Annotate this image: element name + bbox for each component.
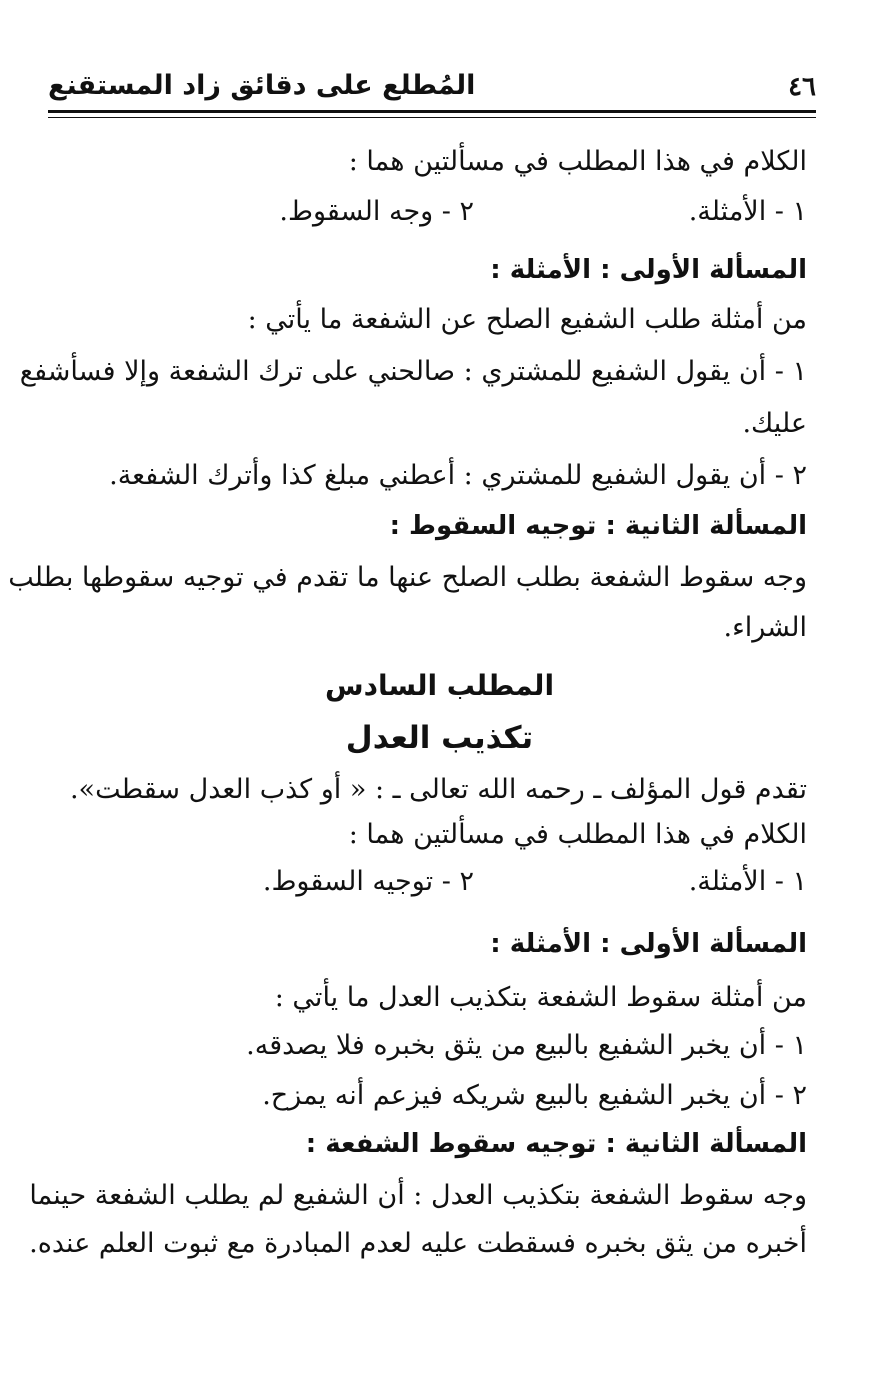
paragraph-line: ١ - أن يقول الشفيع للمشتري : صالحني على ترك الشفعة وإلا فسأشفع (19, 356, 807, 387)
paragraph-line: من أمثلة سقوط الشفعة بتكذيب العدل ما يأتي : (274, 982, 807, 1013)
list-item-reason: ٢ - وجه السقوط. (279, 196, 474, 227)
paragraph-line: من أمثلة طلب الشفيع الصلح عن الشفعة ما يأتي : (247, 304, 807, 335)
paragraph-line: عليك. (742, 408, 807, 439)
chapter-title: المطلب السادس (324, 669, 555, 702)
section-heading: المسألة الثانية : توجيه السقوط : (389, 511, 807, 541)
paragraph-line: ١ - أن يخبر الشفيع بالبيع من يثق بخبره فلا يصدقه. (246, 1030, 807, 1061)
page-number: ٤٦ (788, 72, 816, 102)
paragraph-line: ٢ - أن يخبر الشفيع بالبيع شريكه فيزعم أنه يمزح. (262, 1080, 807, 1111)
list-item-examples: ١ - الأمثلة. (688, 196, 807, 227)
list-item-reason: ٢ - توجيه السقوط. (262, 866, 474, 897)
paragraph-line: وجه سقوط الشفعة بطلب الصلح عنها ما تقدم في توجيه سقوطها بطلب (8, 562, 807, 593)
paragraph-line: الشراء. (723, 612, 807, 643)
chapter-subtitle: تكذيب العدل (345, 720, 534, 756)
header-rule-thin (48, 117, 816, 118)
section-heading: المسألة الأولى : الأمثلة : (490, 929, 807, 959)
book-title: المُطلع على دقائق زاد المستقنع (48, 70, 476, 101)
paragraph-line: ٢ - أن يقول الشفيع للمشتري : أعطني مبلغ كذا وأترك الشفعة. (109, 460, 807, 491)
page-header (48, 66, 816, 106)
intro-line: الكلام في هذا المطلب في مسألتين هما : (348, 146, 807, 177)
section-heading: المسألة الأولى : الأمثلة : (490, 255, 807, 285)
header-rule-thick (48, 110, 816, 113)
paragraph-line: وجه سقوط الشفعة بتكذيب العدل : أن الشفيع لم يطلب الشفعة حينما (29, 1180, 807, 1211)
paragraph-line: أخبره من يثق بخبره فسقطت عليه لعدم المبادرة مع ثبوت العلم عنده. (29, 1228, 807, 1259)
intro-line: الكلام في هذا المطلب في مسألتين هما : (348, 819, 807, 850)
list-item-examples: ١ - الأمثلة. (688, 866, 807, 897)
section-heading: المسألة الثانية : توجيه سقوط الشفعة : (305, 1129, 807, 1159)
paragraph-line: تقدم قول المؤلف ـ رحمه الله تعالى ـ : « أو كذب العدل سقطت». (69, 774, 807, 805)
